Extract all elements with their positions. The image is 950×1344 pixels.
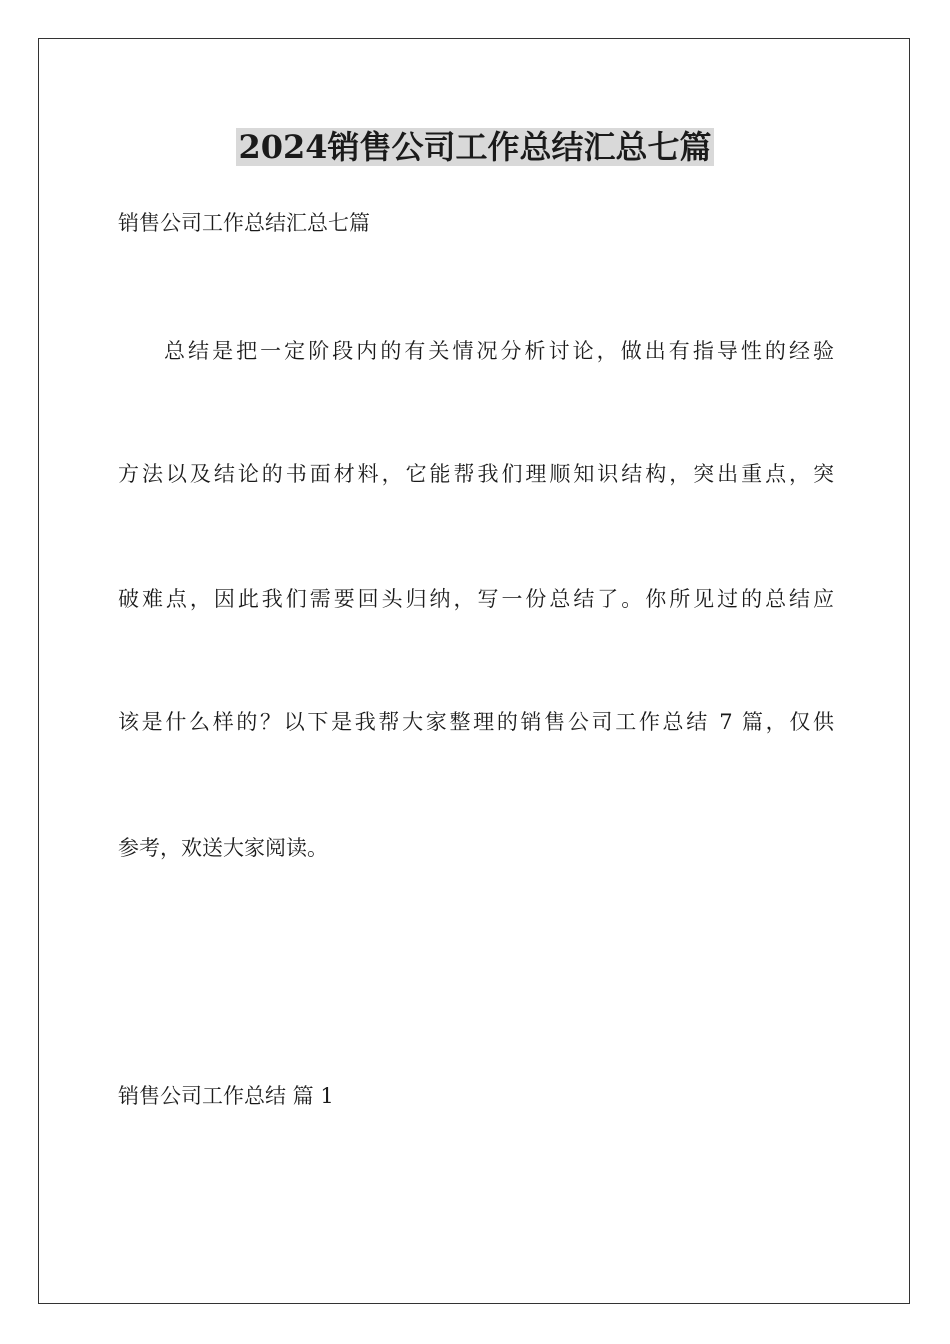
document-title [0,124,950,170]
paragraph-line: 方法以及结论的书面材料，它能帮我们理顺知识结构，突出重点，突 [118,462,834,486]
section-heading: 销售公司工作总结 篇 1 [118,1084,334,1108]
paragraph-line: 总结是把一定阶段内的有关情况分析讨论，做出有指导性的经验 [164,339,834,363]
paragraph-line: 该是什么样的？以下是我帮大家整理的销售公司工作总结 7 篇，仅供 [118,710,834,734]
paragraph-line: 破难点，因此我们需要回头归纳，写一份总结了。你所见过的总结应 [118,587,834,611]
document-title-text: 2024销售公司工作总结汇总七篇 [238,128,712,166]
document-subtitle: 销售公司工作总结汇总七篇 [118,211,370,235]
paragraph-line: 参考，欢送大家阅读。 [118,836,328,860]
